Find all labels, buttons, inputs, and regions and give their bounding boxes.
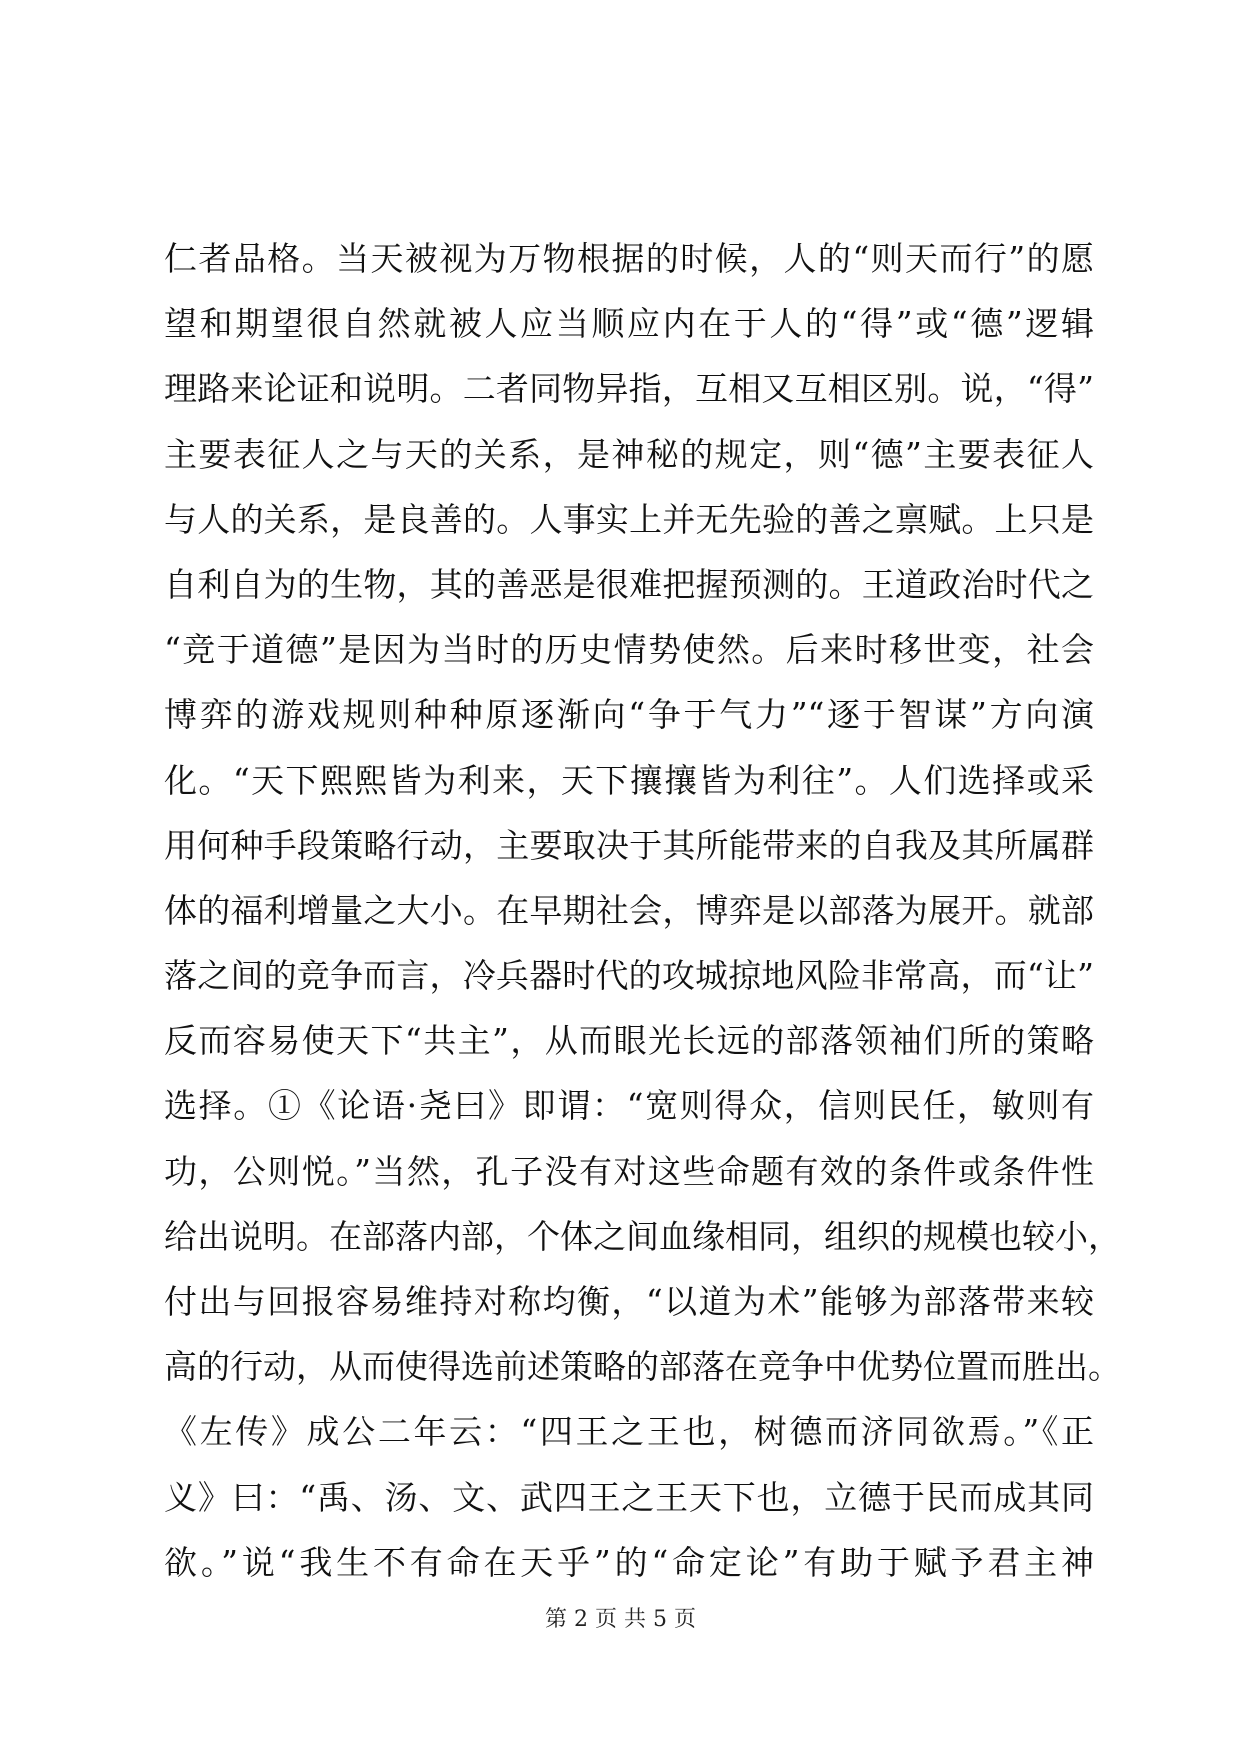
text-line: 给出说明。在部落内部，个体之间血缘相同，组织的规模也较小， — [164, 1216, 1121, 1256]
text-line: 仁者品格。当天被视为万物根据的时候，人的“则天而行”的愿 — [164, 239, 1094, 278]
text-line: 付出与回报容易维持对称均衡，“以道为术”能够为部落带来较 — [164, 1282, 1094, 1321]
text-line: “竞于道德”是因为当时的历史情势使然。后来时移世变，社会 — [164, 630, 1094, 670]
text-line: 反而容易使天下“共主”，从而眼光长远的部落领袖们所的策略 — [164, 1021, 1094, 1061]
text-line: 功，公则悦。”当然，孔子没有对这些命题有效的条件或条件性 — [164, 1151, 1094, 1191]
text-line: 《左传》成公二年云：“四王之王也，树德而济同欲焉。”《正 — [164, 1412, 1094, 1452]
text-line: 体的福利增量之大小。在早期社会，博弈是以部落为展开。就部 — [164, 890, 1094, 930]
text-line: 义》曰：“禹、汤、文、武四王之王天下也，立德于民而成其同 — [164, 1477, 1094, 1517]
page-footer: 第 2 页 共 5 页 — [545, 1607, 696, 1632]
text-line: 欲。”说“我生不有命在天乎”的“命定论”有助于赋予君主神 — [164, 1542, 1094, 1582]
text-line: 落之间的竞争而言，冷兵器时代的攻城掠地风险非常高，而“让” — [164, 956, 1094, 996]
text-line: 自利自为的生物，其的善恶是很难把握预测的。王道政治时代之 — [164, 564, 1094, 604]
text-line: 高的行动，从而使得选前述策略的部落在竞争中优势位置而胜出。 — [164, 1347, 1121, 1387]
text-line: 与人的关系，是良善的。人事实上并无先验的善之禀赋。上只是 — [164, 499, 1094, 539]
text-line: 选择。①《论语·尧曰》即谓：“宽则得众，信则民任，敏则有 — [164, 1086, 1094, 1126]
text-line: 用何种手段策略行动，主要取决于其所能带来的自我及其所属群 — [164, 825, 1094, 865]
text-line: 理路来论证和说明。二者同物异指，互相又互相区别。说，“得” — [164, 369, 1094, 409]
text-line: 化。“天下熙熙皆为利来，天下攘攘皆为利往”。人们选择或采 — [164, 760, 1094, 800]
text-line: 主要表征人之与天的关系，是神秘的规定，则“德”主要表征人 — [164, 434, 1094, 474]
text-line: 博弈的游戏规则种种原逐渐向“争于气力”“逐于智谋”方向演 — [164, 695, 1094, 735]
text-line: 望和期望很自然就被人应当顺应内在于人的“得”或“德”逻辑 — [164, 304, 1094, 344]
body-text — [164, 226, 1121, 1595]
